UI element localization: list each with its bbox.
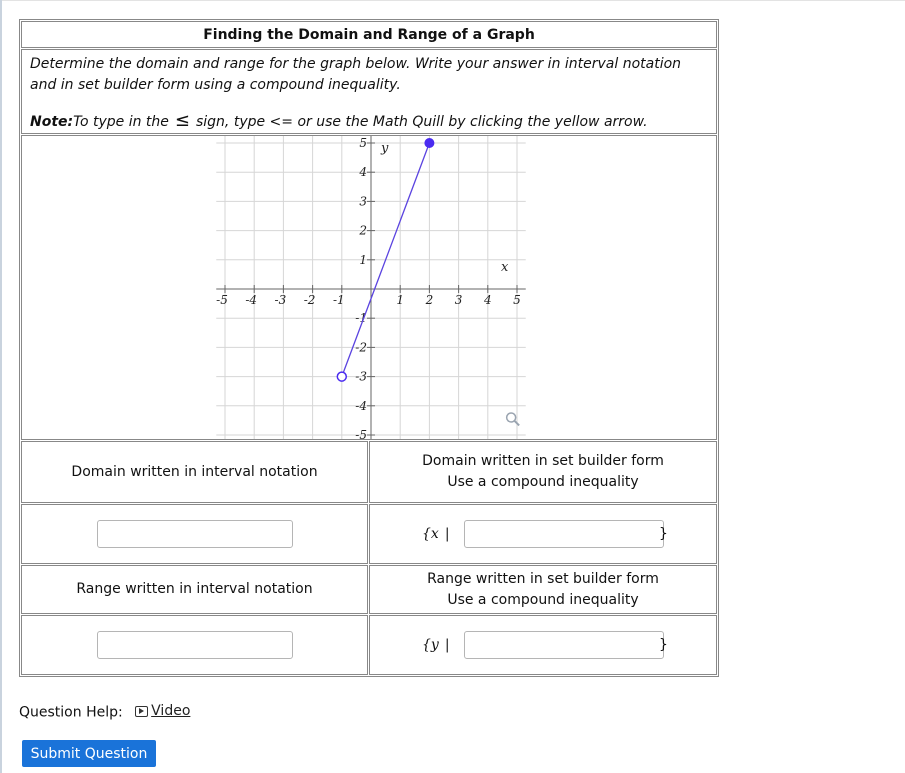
video-link-label: Video bbox=[151, 703, 191, 719]
less-equal-symbol: ≤ bbox=[174, 110, 190, 131]
magnifier-lens bbox=[507, 413, 516, 422]
domain-interval-cell bbox=[21, 504, 368, 564]
y-tick-label: -4 bbox=[355, 398, 367, 413]
range-interval-label: Range written in interval notation bbox=[21, 565, 368, 614]
domain-setbuilder-line1: Domain written in set builder form bbox=[422, 453, 664, 469]
range-interval-input[interactable] bbox=[97, 631, 293, 659]
range-set-prefix bbox=[422, 637, 450, 653]
question-table bbox=[19, 19, 719, 677]
note-label: Note: bbox=[30, 114, 74, 130]
y-tick-label: 3 bbox=[359, 194, 367, 209]
video-link[interactable] bbox=[135, 703, 190, 719]
question-title: Finding the Domain and Range of a Graph bbox=[21, 21, 717, 48]
y-tick-label: 5 bbox=[359, 136, 367, 150]
domain-setbuilder-line2: Use a compound inequality bbox=[447, 474, 639, 490]
coordinate-graph bbox=[22, 136, 716, 439]
instruction-text: Determine the domain and range for the graph below. Write your answer in interval notation and in set builder form using a compound inequality. bbox=[30, 56, 682, 93]
x-tick-label: -2 bbox=[303, 293, 316, 307]
y-tick-label: -1 bbox=[355, 311, 367, 326]
x-tick-label: 1 bbox=[396, 293, 405, 307]
x-tick-label: -1 bbox=[332, 293, 345, 307]
domain-set-var: {x bbox=[422, 526, 439, 542]
domain-close-brace: } bbox=[659, 526, 668, 542]
open-endpoint bbox=[337, 372, 346, 381]
question-help-label: Question Help: bbox=[19, 704, 123, 721]
domain-setbuilder-label bbox=[369, 441, 717, 503]
range-set-bar: | bbox=[444, 637, 450, 653]
range-close-brace: } bbox=[659, 637, 668, 653]
y-tick-label: -5 bbox=[355, 428, 367, 439]
question-help bbox=[19, 703, 190, 721]
domain-setbuilder-input[interactable] bbox=[464, 520, 664, 548]
x-tick-label: 4 bbox=[483, 293, 492, 307]
range-setbuilder-input[interactable] bbox=[464, 631, 664, 659]
x-tick-label: 2 bbox=[425, 293, 434, 307]
domain-set-bar: | bbox=[444, 526, 450, 542]
x-tick-label: 5 bbox=[513, 293, 521, 307]
domain-set-prefix bbox=[422, 526, 450, 542]
submit-question-button[interactable]: Submit Question bbox=[22, 740, 156, 767]
video-icon bbox=[135, 706, 148, 717]
x-tick-label: -4 bbox=[245, 293, 258, 307]
y-tick-label: 2 bbox=[359, 223, 367, 238]
range-set-var: {y bbox=[422, 637, 439, 653]
range-setbuilder-cell bbox=[369, 615, 717, 675]
domain-interval-input[interactable] bbox=[97, 520, 293, 548]
note-text bbox=[30, 110, 708, 133]
range-interval-cell bbox=[21, 615, 368, 675]
y-tick-label: -2 bbox=[355, 340, 367, 355]
domain-interval-label: Domain written in interval notation bbox=[21, 441, 368, 503]
instructions bbox=[21, 49, 717, 134]
domain-setbuilder-cell bbox=[369, 504, 717, 564]
graph-cell bbox=[21, 135, 717, 440]
closed-endpoint bbox=[425, 139, 434, 148]
y-tick-label: 1 bbox=[359, 252, 367, 267]
y-axis-label: y bbox=[381, 140, 389, 156]
x-tick-label: -3 bbox=[274, 293, 287, 307]
range-setbuilder-line2: Use a compound inequality bbox=[447, 591, 639, 608]
x-tick-label: -5 bbox=[216, 293, 228, 307]
note-after: sign, type <= or use the Math Quill by clicking the yellow arrow. bbox=[195, 114, 648, 130]
top-divider bbox=[0, 0, 905, 1]
x-tick-label: 3 bbox=[454, 293, 463, 307]
note-before: To type in the bbox=[73, 114, 169, 130]
left-edge-bar bbox=[0, 0, 2, 773]
y-tick-label: 4 bbox=[359, 165, 367, 180]
x-axis-label: x bbox=[500, 260, 509, 275]
range-setbuilder-line1: Range written in set builder form bbox=[427, 570, 659, 587]
range-setbuilder-label bbox=[369, 565, 717, 614]
y-tick-label: -3 bbox=[355, 369, 367, 384]
